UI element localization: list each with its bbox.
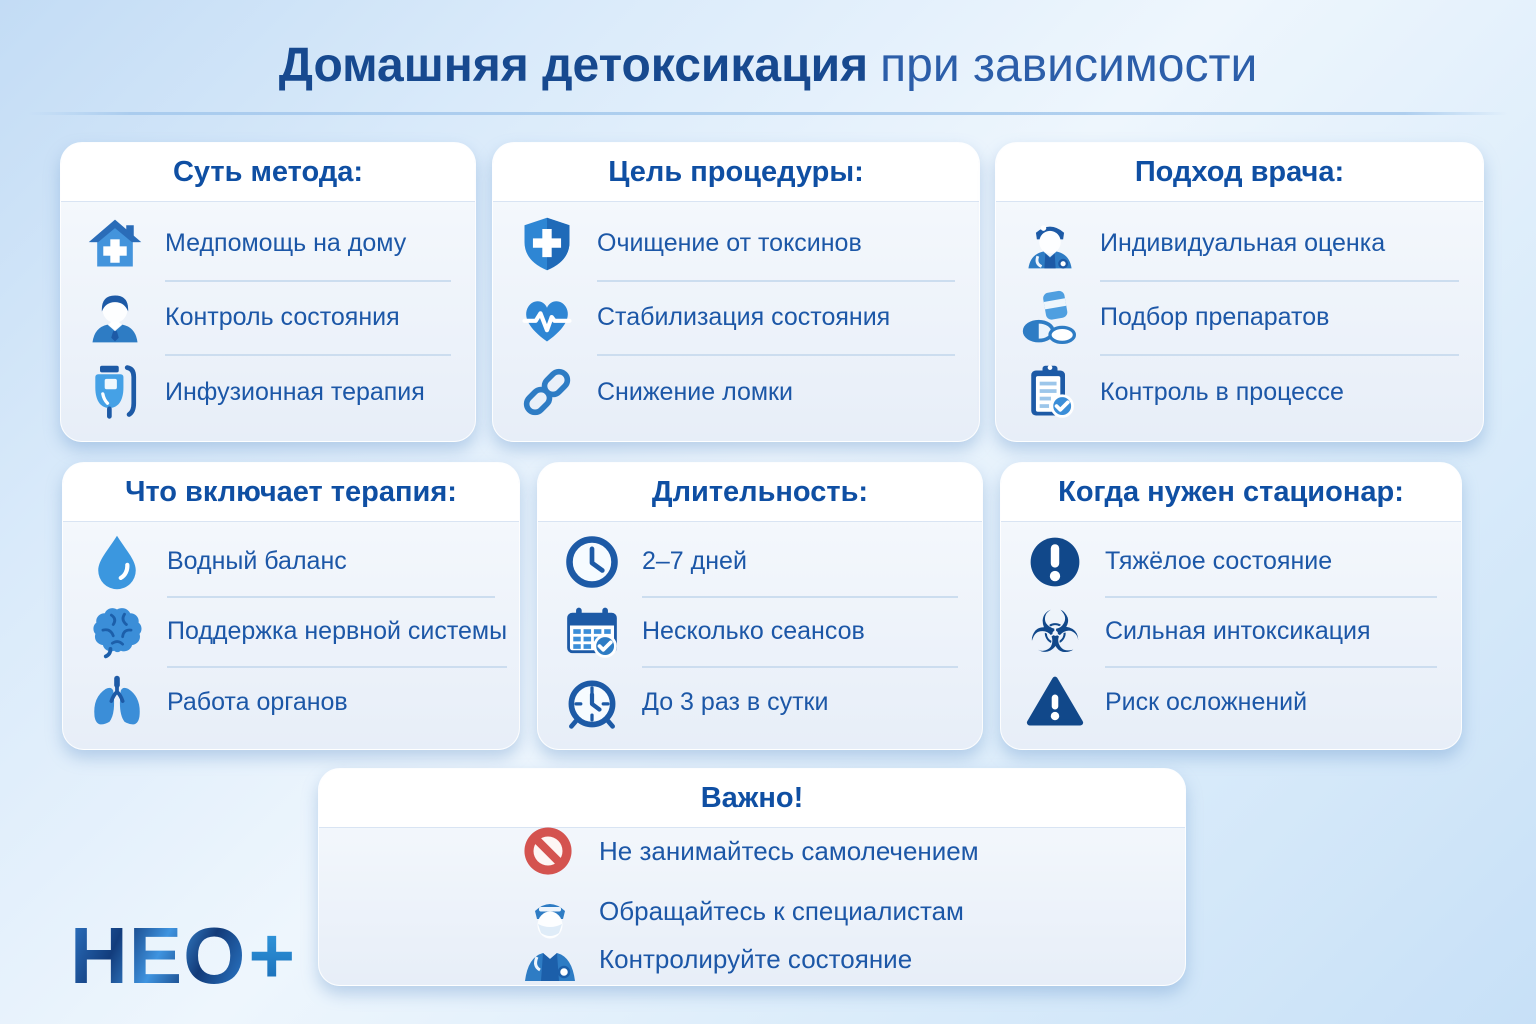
logo-text: НЕО — [70, 911, 247, 1000]
item-label: 2–7 дней — [642, 526, 958, 598]
card-sut-metoda — [60, 142, 476, 442]
clipboard-check-icon — [1018, 360, 1082, 424]
chain-icon — [515, 360, 579, 424]
item-label: Индивидуальная оценка — [1100, 206, 1459, 282]
brain-icon — [85, 600, 149, 664]
card-body — [538, 521, 982, 749]
warning-triangle-icon — [1023, 670, 1087, 734]
heart-pulse-icon — [515, 286, 579, 350]
card-kogda-statsionar — [1000, 462, 1462, 750]
doctor-icon — [83, 286, 147, 350]
pills-icon — [1018, 286, 1082, 350]
item-label: Контролируйте состояние — [599, 943, 913, 974]
important-labels — [599, 887, 964, 983]
card-header — [63, 463, 519, 521]
item-label: Очищение от токсинов — [597, 206, 955, 282]
item-label: Сильная интоксикация — [1105, 596, 1437, 668]
card-chto-vklyuchaet — [62, 462, 520, 750]
card-header — [1001, 463, 1461, 521]
item-label: Контроль в процессе — [1100, 377, 1344, 406]
item-label: Водный баланс — [167, 526, 495, 598]
lungs-icon — [85, 670, 149, 734]
doctor-cap-icon — [1018, 212, 1082, 276]
list-item — [1018, 355, 1459, 429]
list-item — [83, 207, 451, 281]
water-drop-icon — [85, 530, 149, 594]
item-label: Подбор препаратов — [1100, 280, 1459, 356]
item-label: Медпомощь на дому — [165, 206, 451, 282]
house-cross-icon — [83, 212, 147, 276]
list-item — [560, 527, 958, 597]
card-dlitelnost — [537, 462, 983, 750]
card-header — [319, 769, 1185, 827]
card-vazhno — [318, 768, 1186, 986]
item-label: Поддержка нервной системы — [167, 596, 507, 668]
card-header — [996, 143, 1483, 201]
list-item — [83, 281, 451, 355]
shield-cross-icon — [515, 212, 579, 276]
exclamation-circle-icon — [1023, 530, 1087, 594]
card-body — [996, 201, 1483, 441]
item-label: Снижение ломки — [597, 377, 793, 406]
item-label: Тяжёлое состояние — [1105, 526, 1437, 598]
list-item — [1023, 597, 1437, 667]
list-item — [517, 886, 987, 984]
card-body — [493, 201, 979, 441]
list-item — [1023, 527, 1437, 597]
card-body — [63, 521, 519, 749]
alarm-clock-icon — [560, 670, 624, 734]
card-title: Когда нужен стационар: — [1058, 475, 1404, 508]
list-item — [85, 597, 508, 667]
card-title: Что включает терапия: — [125, 475, 457, 508]
no-sign-icon — [517, 820, 579, 882]
list-item — [1023, 667, 1437, 737]
card-body — [319, 827, 1185, 985]
calendar-check-icon — [560, 600, 624, 664]
list-item — [515, 281, 955, 355]
card-title: Важно! — [700, 781, 804, 814]
clock-icon — [560, 530, 624, 594]
list-item — [85, 667, 495, 737]
item-label: До 3 раз в сутки — [642, 687, 829, 716]
item-label: Инфузионная терапия — [165, 377, 425, 406]
page-title-regular: при зависимости — [880, 39, 1258, 92]
card-body — [1001, 521, 1461, 749]
doctor-mask-icon — [517, 886, 583, 984]
list-item — [560, 597, 958, 667]
list-item — [515, 355, 955, 429]
card-title: Подход врача: — [1134, 155, 1345, 188]
biohazard-icon: ☣ — [1029, 598, 1081, 666]
card-title: Суть метода: — [172, 155, 364, 188]
card-header — [493, 143, 979, 201]
item-label: Обращайтесь к специалистам — [599, 895, 964, 926]
page-title — [0, 38, 1536, 94]
list-item — [517, 820, 987, 882]
list-item — [515, 207, 955, 281]
logo-plus-icon: + — [248, 911, 297, 1000]
card-header — [538, 463, 982, 521]
card-title: Длительность: — [651, 475, 869, 508]
item-label: Стабилизация состояния — [597, 280, 955, 356]
item-label: Не занимайтесь самолечением — [599, 835, 979, 866]
list-item — [560, 667, 958, 737]
card-podkhod-vracha — [995, 142, 1484, 442]
item-label: Работа органов — [167, 687, 348, 716]
list-item — [85, 527, 495, 597]
title-divider — [28, 112, 1508, 115]
logo-neo-plus — [70, 911, 297, 1000]
card-header — [61, 143, 475, 201]
list-item — [1018, 207, 1459, 281]
iv-drip-icon — [83, 360, 147, 424]
card-tsel-protsedury — [492, 142, 980, 442]
item-label: Контроль состояния — [165, 280, 451, 356]
item-label: Несколько сеансов — [642, 596, 958, 668]
page-title-bold: Домашняя детоксикация — [278, 39, 869, 92]
list-item — [83, 355, 451, 429]
list-item — [1018, 281, 1459, 355]
item-label: Риск осложнений — [1105, 687, 1308, 716]
important-list — [517, 829, 987, 975]
card-body — [61, 201, 475, 441]
card-title: Цель процедуры: — [608, 155, 864, 188]
